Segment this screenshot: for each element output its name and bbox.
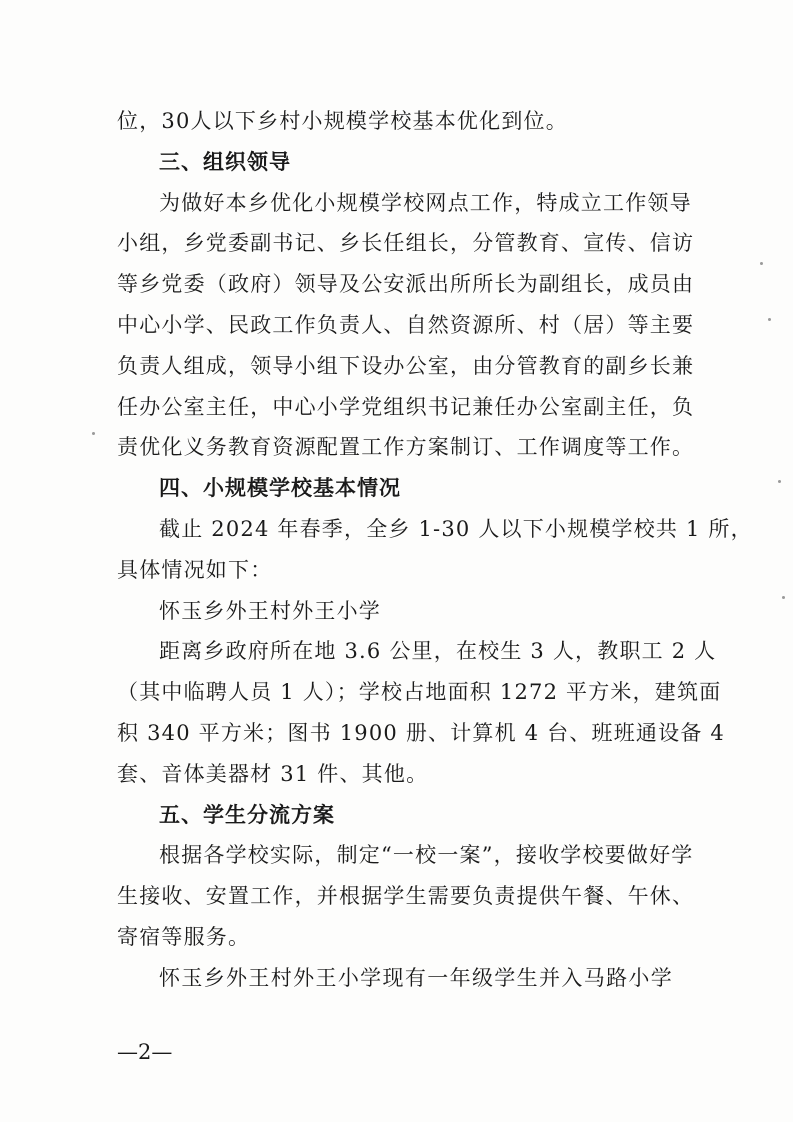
paragraph-line: 距离乡政府所在地 3.6 公里，在校生 3 人，教职工 2 人 [159, 639, 717, 664]
scan-speck [778, 480, 781, 483]
paragraph-line: 怀玉乡外王村外王小学现有一年级学生并入马路小学 [159, 965, 673, 990]
paragraph-line: 小组，乡党委副书记、乡长任组长，分管教育、宣传、信访 [117, 231, 695, 256]
school-name-line: 怀玉乡外王村外王小学 [159, 598, 381, 623]
paragraph-line: 寄宿等服务。 [117, 924, 251, 949]
paragraph-line: 为做好本乡优化小规模学校网点工作，特成立工作领导 [159, 190, 692, 215]
scan-speck [782, 596, 785, 599]
paragraph-line: 位，30人以下乡村小规模学校基本优化到位。 [117, 109, 568, 133]
paragraph-line: 套、音体美器材 31 件、其他。 [117, 761, 429, 786]
section-heading: 四、小规模学校基本情况 [159, 476, 401, 501]
paragraph-line: 责优化义务教育资源配置工作方案制订、工作调度等工作。 [117, 435, 695, 460]
section-heading: 三、组织领导 [159, 149, 291, 174]
paragraph-line: 积 340 平方米；图书 1900 册、计算机 4 台、班班通设备 4 [117, 720, 725, 745]
paragraph-line: 负责人组成，领导小组下设办公室，由分管教育的副乡长兼 [117, 353, 695, 378]
page-number: —2— [117, 1040, 173, 1064]
paragraph-line: 任办公室主任，中心小学党组织书记兼任办公室副主任，负 [117, 394, 695, 419]
paragraph-line: 中心小学、民政工作负责人、自然资源所、村（居）等主要 [117, 312, 695, 337]
scan-speck [92, 432, 95, 435]
scan-speck [768, 318, 771, 321]
paragraph-line: 根据各学校实际，制定“一校一案”，接收学校要做好学 [159, 843, 694, 868]
paragraph-line: 等乡党委（政府）领导及公安派出所所长为副组长，成员由 [117, 272, 695, 297]
section-heading: 五、学生分流方案 [159, 802, 335, 827]
paragraph-line: 生接收、安置工作，并根据学生需要负责提供午餐、午休、 [117, 884, 695, 909]
paragraph-line: 截止 2024 年春季，全乡 1-30 人以下小规模学校共 1 所， [159, 516, 753, 541]
paragraph-line: （其中临聘人员 1 人）；学校占地面积 1272 平方米，建筑面 [117, 680, 722, 705]
scan-speck [760, 262, 763, 265]
document-body [117, 101, 753, 999]
paragraph-line: 具体情况如下： [117, 557, 273, 582]
